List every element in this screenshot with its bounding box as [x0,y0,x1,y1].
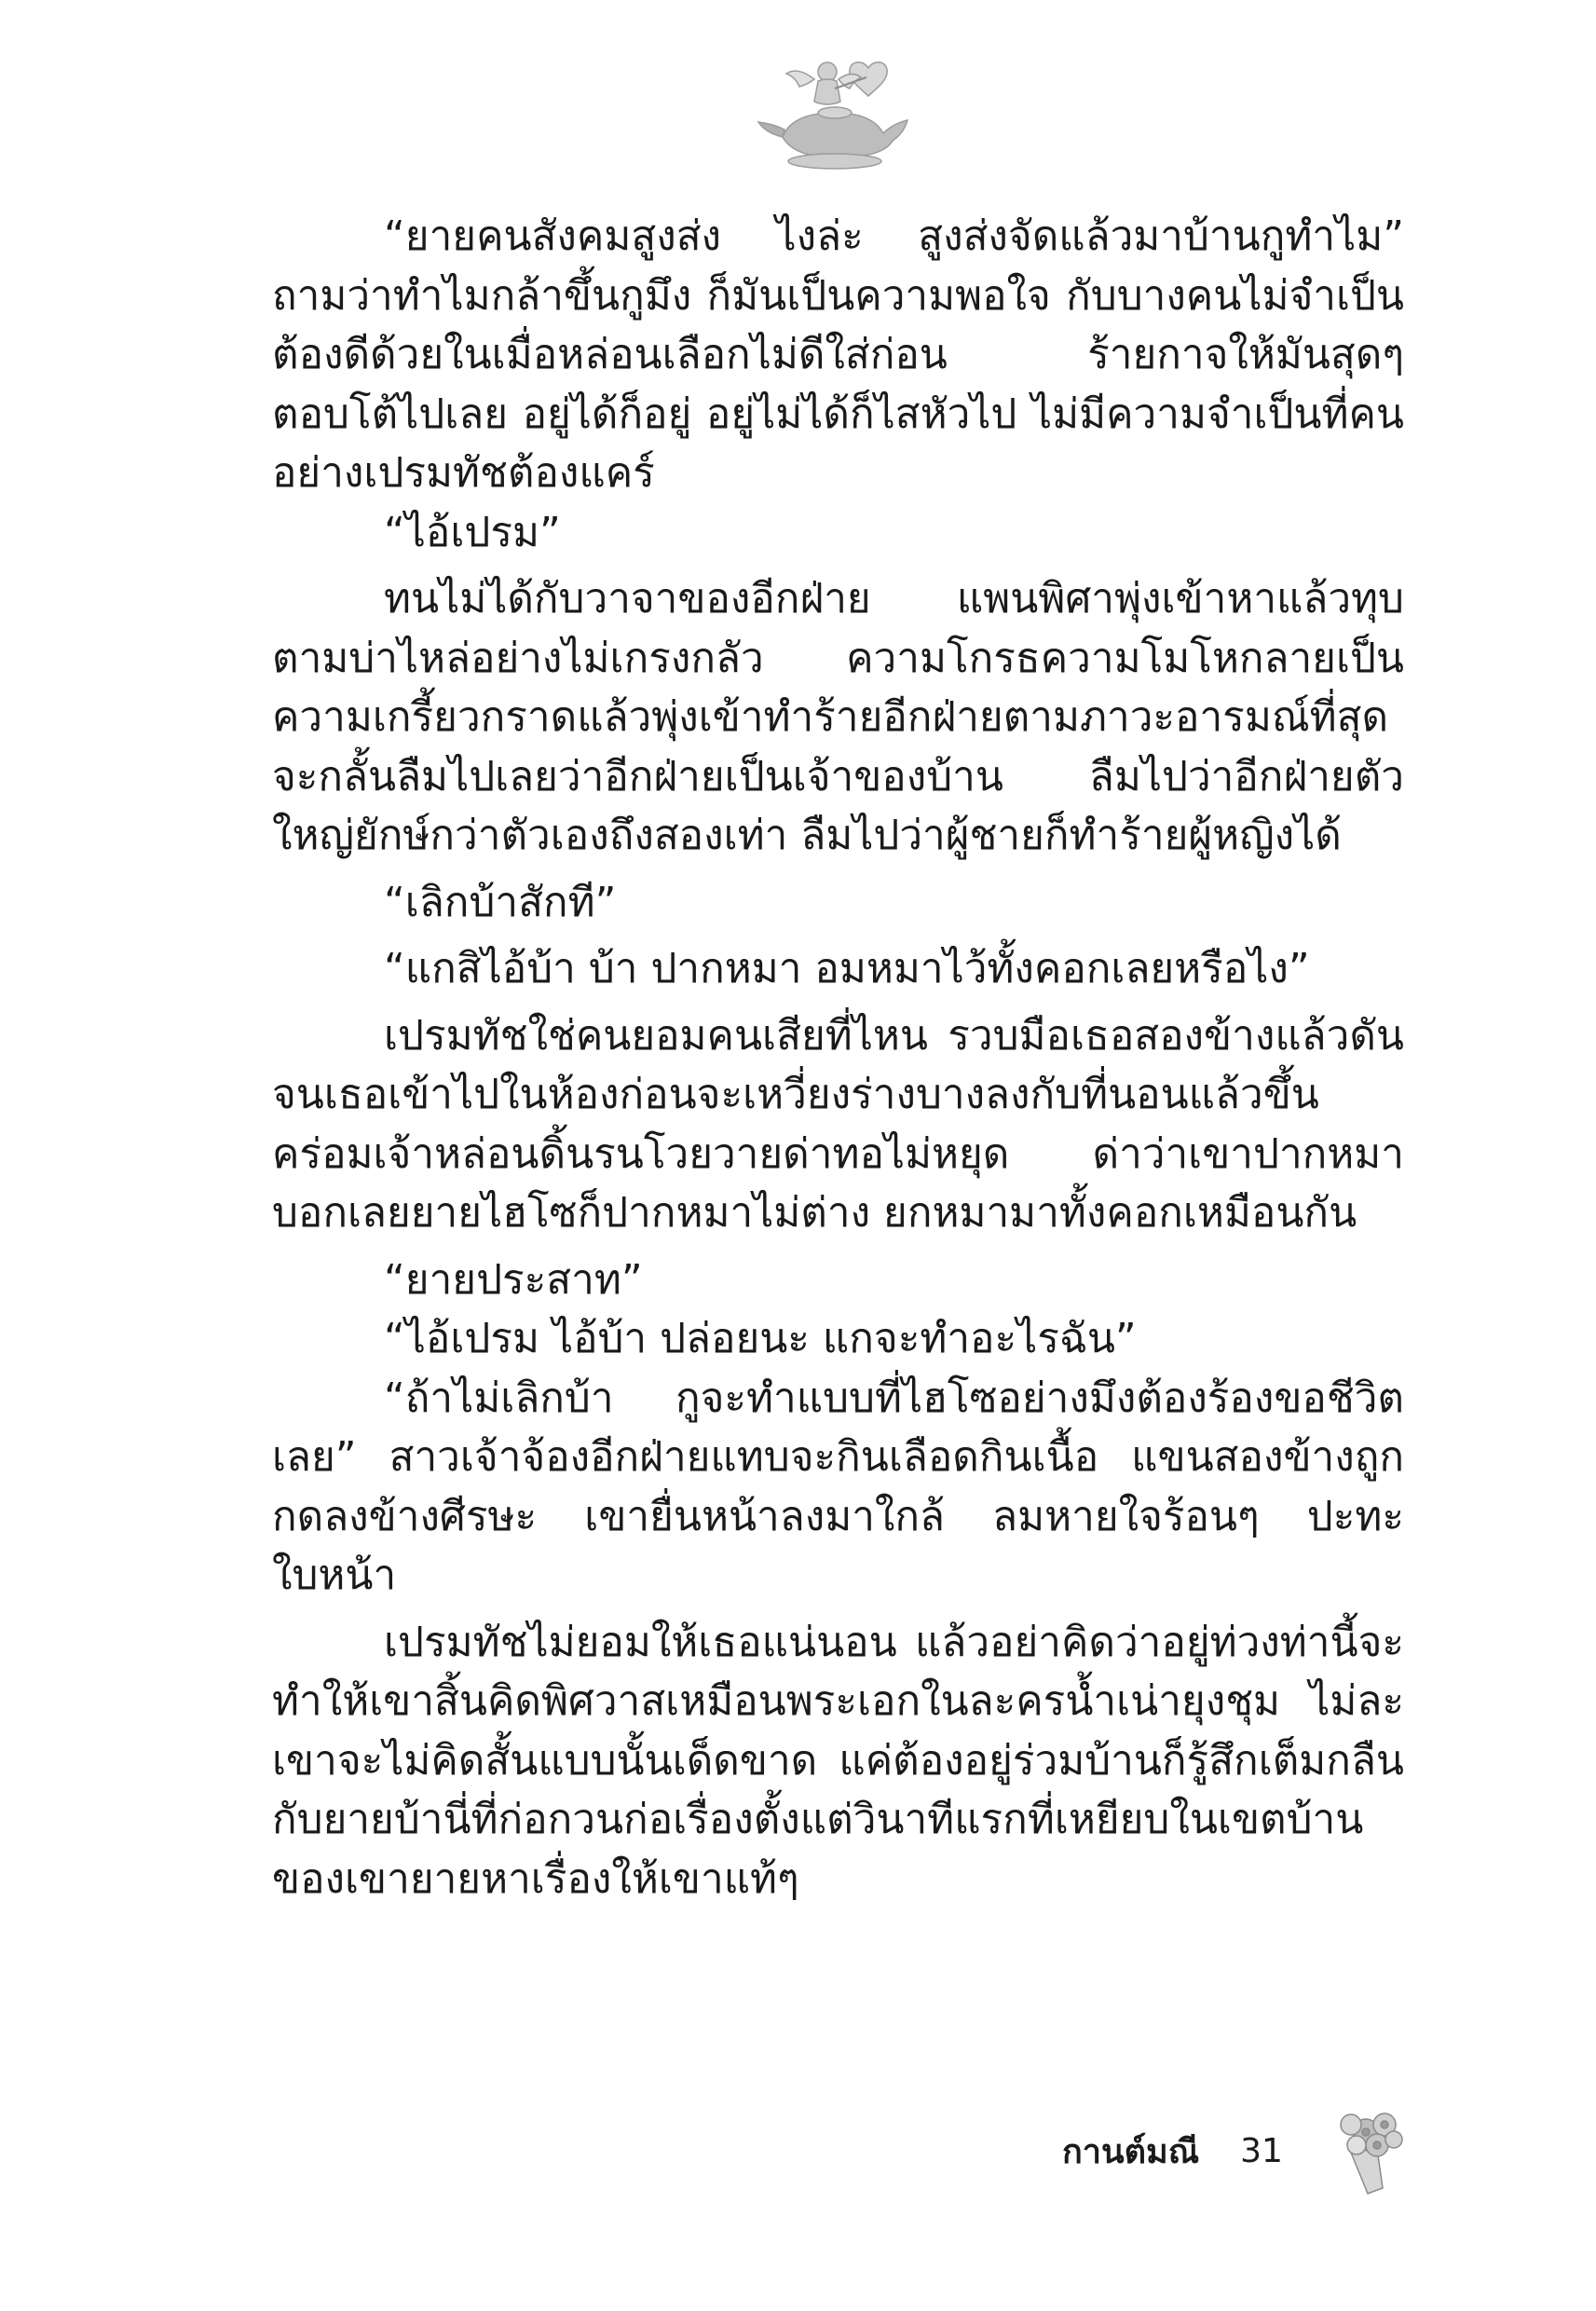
paragraph: “ไอ้เปรม” [384,508,561,556]
paragraph: “ยายประสาท” [384,1255,643,1304]
cupid-teapot-ornament-icon [745,51,922,177]
page-footer [1062,2123,1283,2179]
paragraph: ทนไม่ได้กับวาจาของอีกฝ่าย แพนพิศาพุ่งเข้าหาแล้วทุบตามบ่าไหล่อย่างไม่เกรงกลัว ความโกรธความโมโหกลายเป็นความเกรี้ยวกราดแล้วพุ่งเข้าทำร้ายอีกฝ่ายตามภาวะอารมณ์ที่สุดจะกลั้นลืมไปเลยว่าอีกฝ่ายเป็นเจ้าของบ้าน ลืมไปว่าอีกฝ่ายตัวใหญ่ยักษ์กว่าตัวเองถึงสองเท่า ลืมไปว่าผู้ชายก็ทำร้ายผู้หญิงได้ [272,575,1404,859]
paragraph: “ยายคนสังคมสูงส่ง ไงล่ะ สูงส่งจัดแล้วมาบ้านกูทำไม” ถามว่าทำไมกล้าขึ้นกูมึง ก็มันเป็นความพอใจ กับบางคนไม่จำเป็นต้องดีด้วยในเมื่อหล่อนเลือกไม่ดีใส่ก่อน ร้ายกาจให้มันสุดๆ ตอบโต้ไปเลย อยู่ได้ก็อยู่ อยู่ไม่ได้ก็ไสหัวไป ไม่มีความจำเป็นที่คนอย่างเปรมทัชต้องแคร์ [272,212,1404,497]
book-title: กานต์มณี [1062,2132,1200,2171]
paragraph: เปรมทัชไม่ยอมให้เธอแน่นอน แล้วอย่าคิดว่าอยู่ท่วงท่านี้จะทำให้เขาสิ้นคิดพิศวาสเหมือนพระเอกในละครน้ำเน่ายุงชุม ไม่ละ เขาจะไม่คิดสั้นแบบนั้นเด็ดขาด แค่ต้องอยู่ร่วมบ้านก็รู้สึกเต็มกลืนกับยายบ้านี่ที่ก่อกวนก่อเรื่องตั้งแต่วินาทีแรกที่เหยียบในเขตบ้านของเขายายหาเรื่องให้เขาแท้ๆ [272,1618,1404,1903]
body-text [272,207,1404,1908]
paragraph: “ไอ้เปรม ไอ้บ้า ปล่อยนะ แกจะทำอะไรฉัน” [384,1315,1137,1362]
paragraph: “แกสิไอ้บ้า บ้า ปากหมา อมหมาไว้ทั้งคอกเลยหรือไง” [384,945,1310,992]
paragraph: เปรมทัชใช่คนยอมคนเสียที่ไหน รวบมือเธอสองข้างแล้วดันจนเธอเข้าไปในห้องก่อนจะเหวี่ยงร่างบางลงกับที่นอนแล้วขึ้นคร่อมเจ้าหล่อนดิ้นรนโวยวายด่าทอไม่หยุด ด่าว่าเขาปากหมา บอกเลยยายไฮโซก็ปากหมาไม่ต่าง ยกหมามาทั้งคอกเหมือนกัน [272,1011,1404,1237]
paragraph: “ถ้าไม่เลิกบ้า กูจะทำแบบที่ไฮโซอย่างมึงต้องร้องขอชีวิตเลย” สาวเจ้าจ้องอีกฝ่ายแทบจะกินเลือดกินเนื้อ แขนสองข้างถูกกดลงข้างศีรษะ เขายื่นหน้าลงมาใกล้ ลมหายใจร้อนๆ ปะทะใบหน้า [272,1374,1404,1599]
paragraph: “เลิกบ้าสักที” [384,878,617,926]
page-number: 31 [1240,2131,1283,2170]
flower-bouquet-icon [1323,2097,1416,2199]
